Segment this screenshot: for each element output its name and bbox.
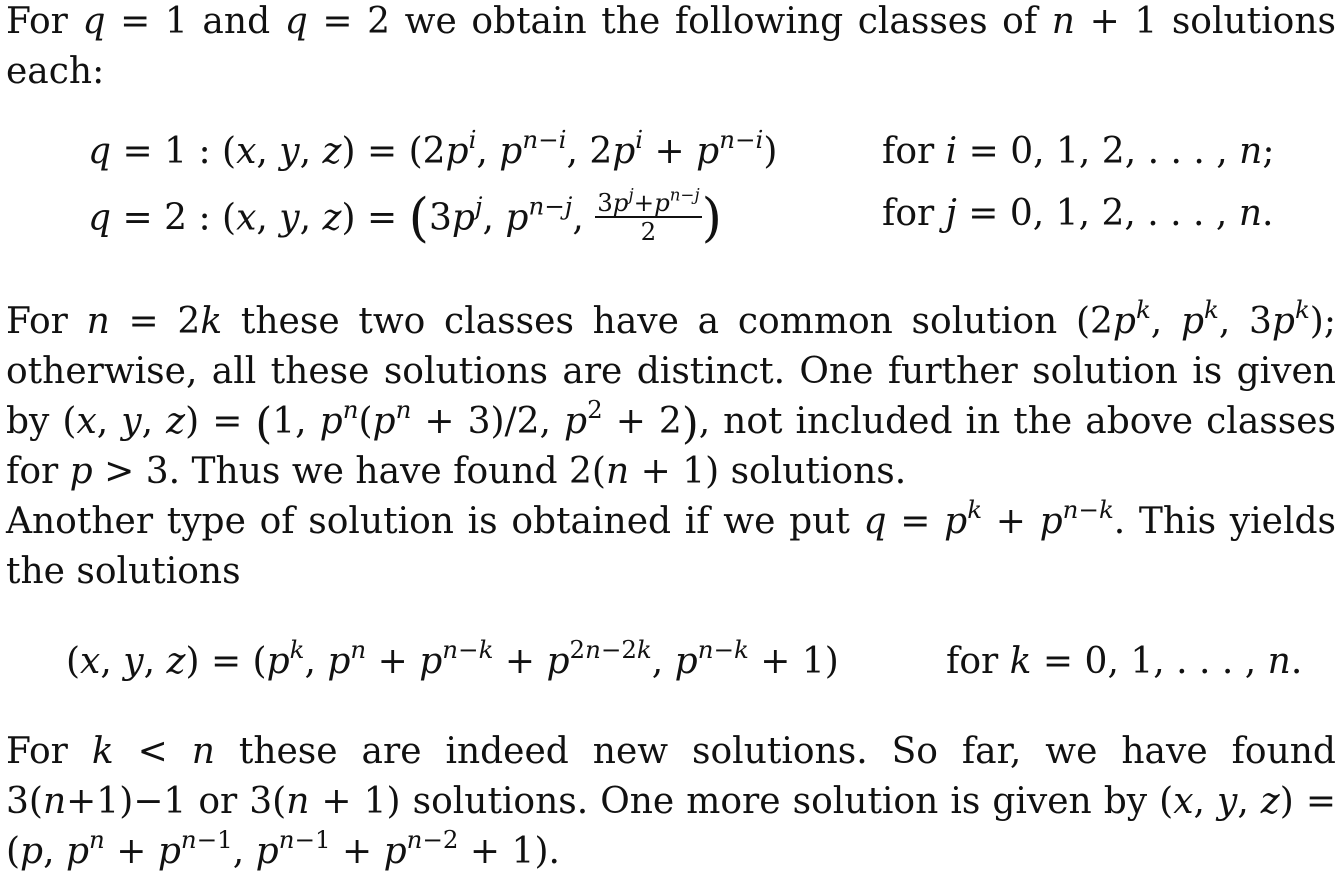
equation-q1: q = 1 : (x, y, $z) = (2p^i$, $p^{n-i}$, $2p^i + p^{n-i}$) xyxy=(88,124,778,172)
equation-k-solutions: (x, y, $z) = (p^k$, $p^n + p^{n-k} + p^{2n-2k}$, $p^{n-k} + 1$) xyxy=(66,634,839,682)
paragraph-common-solution: For n = 2k these two classes have a common solution ($2p^k$, $p^k$, $3p^k$); otherwise, all these solutions are distinct. One further solution is given by (x, y, z) = (1, $p^n(p^n + 3)/2$, $p^2 + 2$), not included in the above classes for p > 3. Thus we have found 2(n + 1) solutions. xyxy=(6,294,1337,492)
equation-q2-condition: for j = 0, 1, 2, . . . , n. xyxy=(882,193,1274,234)
paragraph-intro: For q = 1 and q = 2 we obtain the following classes of n + 1 solutions each: xyxy=(6,1,1336,92)
equation-k-condition: for k = 0, 1, . . . , n. xyxy=(946,641,1303,682)
paragraph-new-solutions: For k < n these are indeed new solutions. So far, we have found 3(n+1)−1 or 3(n + 1) solutions. One more solution is given by (x, y, z) = (p, $p^n + p^{n-1}$, $p^{n-1} + p^{n-2} + 1$). xyxy=(6,731,1336,872)
equation-q1-condition: for i = 0, 1, 2, . . . , n; xyxy=(882,131,1275,172)
paragraph-another-type: Another type of solution is obtained if we put $q = p^k + p^{n-k}$. This yields the solutions xyxy=(6,494,1336,592)
equation-q2: q = 2 : (x, y, $z) = (3p^j$, $p^{n-j}$, $\frac{3p^j+p^{n-j}}{2}$ ) xyxy=(88,185,722,249)
